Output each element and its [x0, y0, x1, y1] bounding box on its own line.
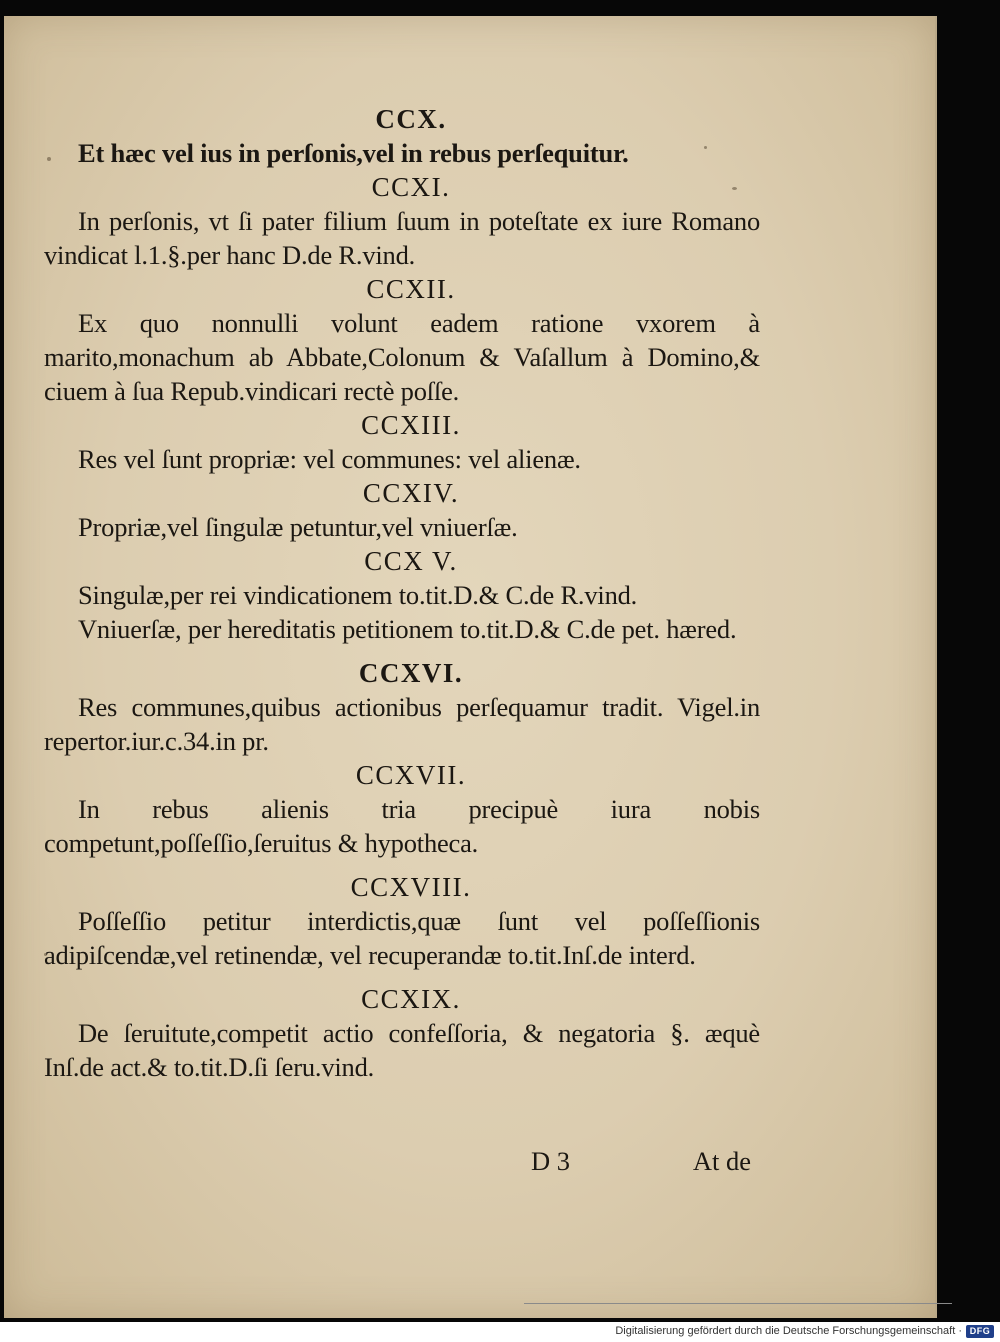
- section-heading: CCXIV.: [362, 478, 460, 508]
- dfg-logo[interactable]: DFG: [966, 1325, 994, 1338]
- section-paragraph: Propriæ,vel ſingulæ petuntur,vel vniuerſæ.: [78, 512, 518, 542]
- section-paragraph: Res communes,quibus actionibus perſequamur tradit. Vigel.in repertor.iur.c.34.in pr.: [44, 692, 760, 756]
- section-paragraph: Et hæc vel ius in perſonis,vel in rebus perſequitur.: [78, 138, 629, 168]
- catchword: At de: [692, 1146, 751, 1176]
- section-heading: CCXIII.: [361, 410, 461, 440]
- section-paragraph: In rebus alienis tria precipuè iura nobis competunt,poſſeſſio,ſeruitus & hypotheca.: [44, 794, 760, 858]
- section-paragraph: Res vel ſunt propriæ: vel communes: vel alienæ.: [78, 444, 581, 474]
- section-paragraph: Poſſeſſio petitur interdictis,quæ ſunt vel poſſeſſionis adipiſcendæ,vel retinendæ, vel recuperandæ to.tit.Inſ.de interd.: [44, 906, 760, 970]
- page-body: [44, 102, 760, 1084]
- section-heading: CCX V.: [364, 546, 458, 576]
- section-gap: [44, 972, 760, 982]
- footer-divider: [524, 1303, 952, 1304]
- section-paragraph: Vniuerſæ, per hereditatis petitionem to.tit.D.& C.de pet. hæred.: [78, 614, 737, 644]
- funding-credit: Digitalisierung gefördert durch die Deutsche Forschungsgemeinschaft ·: [615, 1325, 962, 1337]
- section-heading: CCXII.: [366, 274, 456, 304]
- signature-mark: D 3: [531, 1146, 571, 1176]
- section-gap: [44, 646, 760, 656]
- section-gap: [44, 860, 760, 870]
- section-heading: CCXVIII.: [350, 872, 472, 902]
- section-heading: CCXVI.: [358, 658, 464, 688]
- digitization-footer: [0, 1322, 1000, 1342]
- section-heading: CCXIX.: [361, 984, 461, 1014]
- section-paragraph: Singulæ,per rei vindicationem to.tit.D.& C.de R.vind.: [78, 580, 638, 610]
- section-heading: CCXI.: [371, 172, 451, 202]
- section-heading: CCX.: [375, 104, 447, 134]
- section-paragraph: In perſonis, vt ſi pater filium ſuum in poteſtate ex iure Romano vindicat l.1.§.per hanc D.de R.vind.: [44, 206, 760, 270]
- book-page: [4, 16, 937, 1318]
- section-paragraph: De ſeruitute,competit actio confeſſoria, & negatoria §. æquè Inſ.de act.& to.tit.D.ſi ſeru.vind.: [44, 1018, 760, 1082]
- section-heading: CCXVII.: [355, 760, 467, 790]
- page-footer-line: [531, 1146, 751, 1177]
- section-paragraph: Ex quo nonnulli volunt eadem ratione vxorem à marito,monachum ab Abbate,Colonum & Vaſallum à Domino,& ciuem à ſua Repub.vindicari rectè poſſe.: [44, 308, 760, 406]
